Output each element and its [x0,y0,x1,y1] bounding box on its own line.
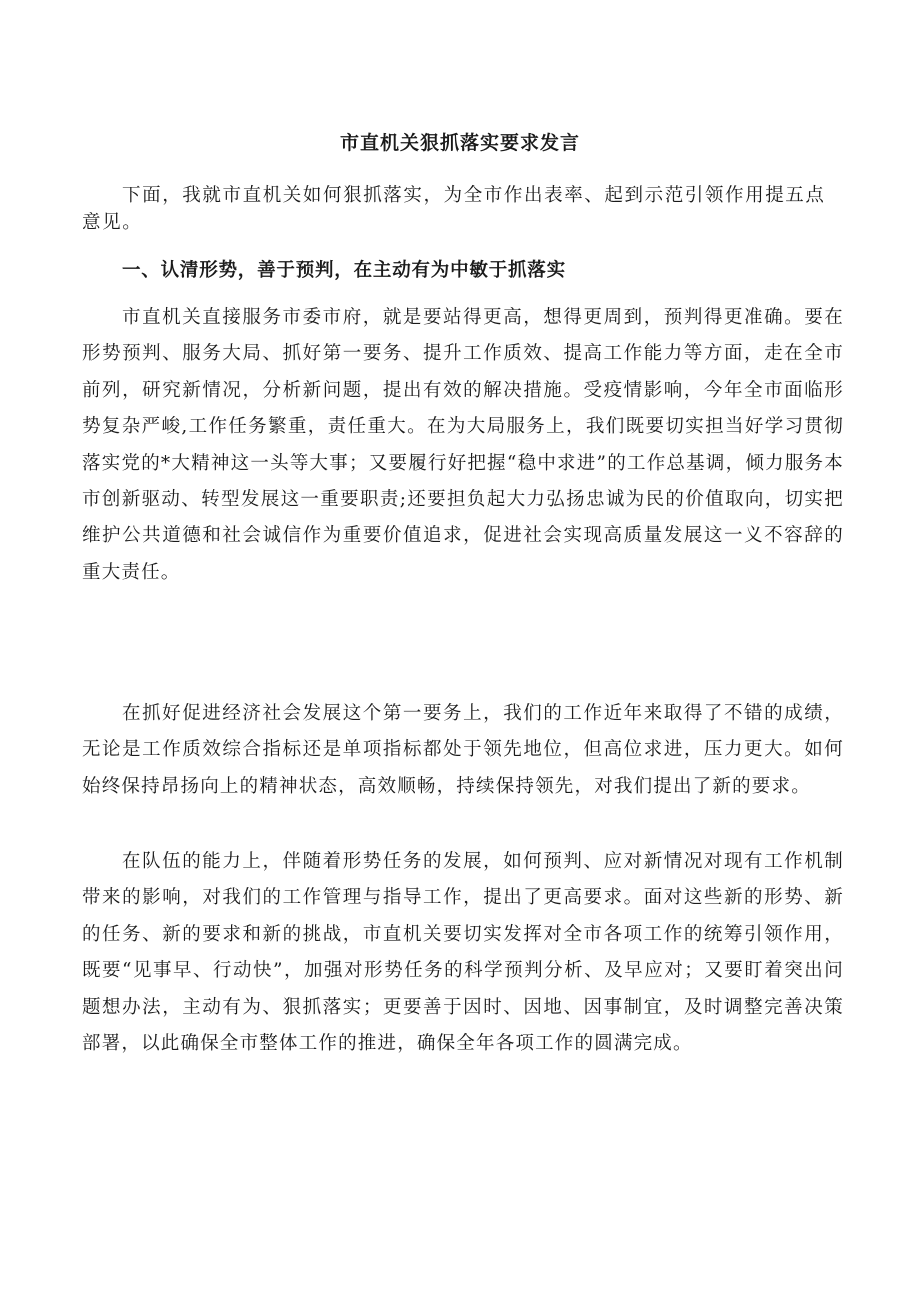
body-paragraph: 在抓好促进经济社会发展这个第一要务上，我们的工作近年来取得了不错的成绩，无论是工作质效综合指标还是单项指标都处于领先地位，但高位求进，压力更大。如何始终保持昂扬向上的精神状态，高效顺畅，持续保持领先，对我们提出了新的要求。 [82,703,844,797]
body-paragraph: 市直机关直接服务市委市府，就是要站得更高，想得更周到，预判得更准确。要在形势预判、服务大局、抓好第一要务、提升工作质效、提高工作能力等方面，走在全市前列，研究新情况，分析新问题，提出有效的解决措施。受疫情影响，今年全市面临形势复杂严峻,工作任务繁重，责任重大。在为大局服务上，我们既要切实担当好学习贯彻落实党的*大精神这一头等大事；又要履行好把握“稳中求进”的工作总基调，倾力服务本市创新驱动、转型发展这一重要职责;还要担负起大力弘扬忠诚为民的价值取向，切实把维护公共道德和社会诚信作为重要价值追求，促进社会实现高质量发展这一义不容辞的重大责任。 [82,307,844,583]
section-heading: 一、认清形势，善于预判，在主动有为中敏于抓落实 [122,260,566,281]
intro-paragraph: 下面，我就市直机关如何狠抓落实，为全市作出表率、起到示范引领作用提五点意见。 [82,185,826,233]
document-title: 市直机关狠抓落实要求发言 [339,132,580,154]
body-paragraph: 在队伍的能力上，伴随着形势任务的发展，如何预判、应对新情况对现有工作机制带来的影响，对我们的工作管理与指导工作，提出了更高要求。面对这些新的形势、新的任务、新的要求和新的挑战，市直机关要切实发挥对全市各项工作的统筹引领作用，既要“见事早、行动快”，加强对形势任务的科学预判分析、及早应对；又要盯着突出问题想办法，主动有为、狠抓落实；更要善于因时、因地、因事制宜，及时调整完善决策部署，以此确保全市整体工作的推进，确保全年各项工作的圆满完成。 [82,851,844,1055]
